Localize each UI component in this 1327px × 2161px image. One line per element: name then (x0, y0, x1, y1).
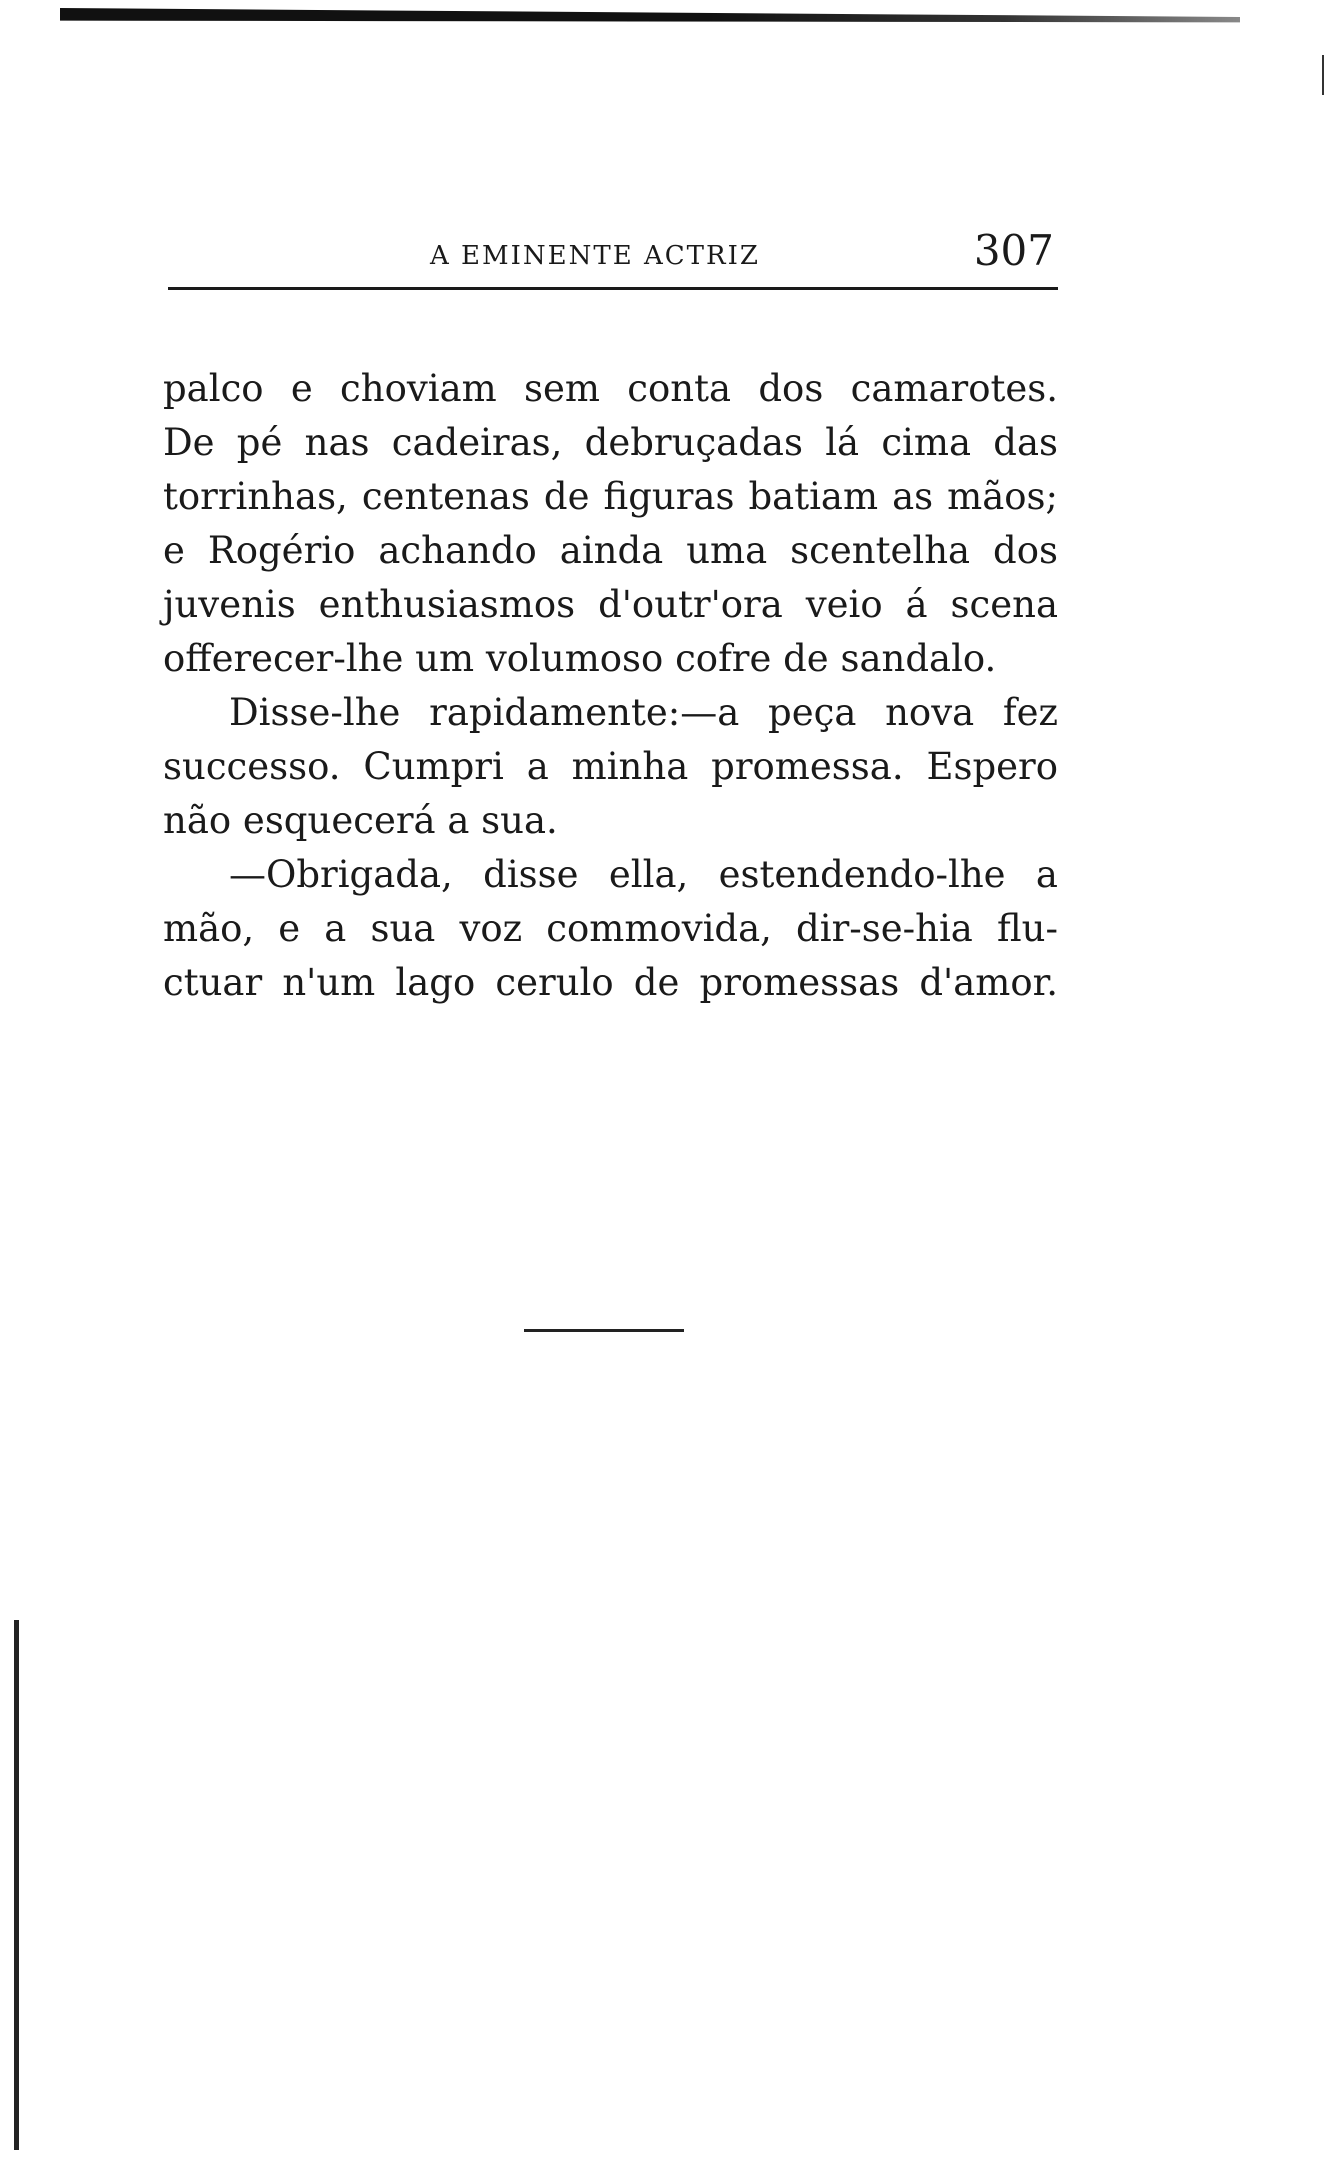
text-line: De pé nas cadeiras, debruçadas lá cima das (163, 421, 1058, 464)
scan-edge-left (14, 1620, 19, 2150)
text-line: successo. Cumpri a minha promessa. Espero (163, 745, 1058, 788)
text-line: torrinhas, centenas de figuras batiam as mãos; (163, 475, 1058, 518)
header-rule (168, 287, 1058, 290)
text-line: mão, e a sua voz commovida, dir-se-hia flu- (163, 907, 1058, 950)
text-line: ctuar n'um lago cerulo de promessas d'amor. (163, 961, 1058, 1004)
text-line: juvenis enthusiasmos d'outr'ora veio á scena (163, 583, 1058, 626)
text-line: —Obrigada, disse ella, estendendo-lhe a (229, 853, 1058, 896)
scan-edge-right (1322, 55, 1324, 95)
text-line: e Rogério achando ainda uma scentelha dos (163, 529, 1058, 572)
running-title: A EMINENTE ACTRIZ (430, 241, 760, 271)
text-line: Disse-lhe rapidamente:—a peça nova fez (229, 691, 1058, 734)
page-number: 307 (973, 226, 1054, 275)
text-line: palco e choviam sem conta dos camarotes. (163, 367, 1058, 410)
body-text (163, 362, 1058, 1010)
text-line: não esquecerá a sua. (163, 799, 558, 842)
chapter-end-rule (524, 1329, 684, 1332)
page-header (168, 226, 1058, 286)
scan-edge-top (60, 8, 1240, 26)
text-line: offerecer-lhe um volumoso cofre de sandalo. (163, 637, 997, 680)
